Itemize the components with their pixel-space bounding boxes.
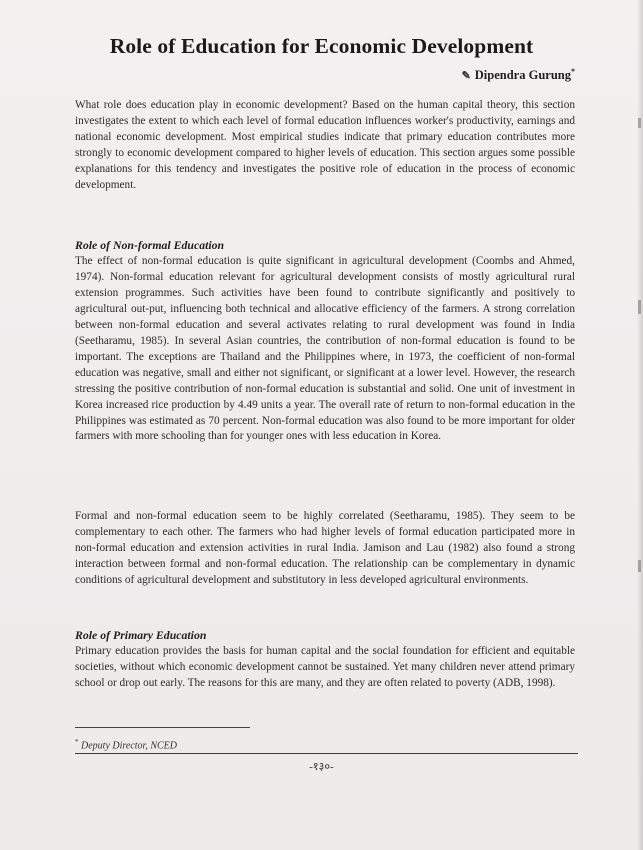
paragraph-non-formal-2: Formal and non-formal education seem to be highly correlated (Seetharamu, 1985). They seem to be complementary to each other. The farmers who had higher levels of formal education participated more in non-formal education and extension activities in rural India. Jamison and Lau (1982) also found a strong interaction between formal and non-formal education. The relationship can be complementary in dynamic conditions of agricultural development and substitutory in less developed agricultural environments. bbox=[75, 510, 575, 586]
footnote-separator bbox=[75, 727, 250, 728]
footnote-marker: * bbox=[75, 738, 79, 746]
paragraph-non-formal-1: The effect of non-formal education is quite significant in agricultural development (Coombs and Ahmed, 1974). Non-formal education relevant for agricultural development consists of mostly agricultural rural extension programmes. Such activities have been found to contribute significantly and positively to agricultural out-put, influencing both technical and allocative efficiency of the farmers. A strong correlation between non-formal education and several activates relating to rural development was found in India (Seetharamu, 1985). In several Asian countries, the contribution of non-formal education is found to be important. The exceptions are Thailand and the Philippines where, in 1973, the coefficient of non-formal education was negative, small and either not significant, or significant at a lower level. However, the research stressing the positive contribution of non-formal education is substantial and solid. One unit of investment in Korea increased rice production by 4.49 units a year. The overall rate of return to non-formal education in the Philippines was estimated as 70 percent. Non-formal education was also found to be more important for older farmers with more schooling than for younger ones with less education in Korea. bbox=[75, 255, 575, 443]
author-line bbox=[462, 67, 575, 83]
scan-mark bbox=[638, 560, 641, 572]
section-heading-primary: Role of Primary Education bbox=[75, 628, 207, 642]
page-number: -१३०- bbox=[309, 761, 334, 773]
document-title: Role of Education for Economic Development bbox=[109, 34, 534, 58]
paragraph-primary-1: Primary education provides the basis for human capital and the social foundation for efficient and equitable societies, without which economic development cannot be sustained. Yet many children never attend primary school or drop out early. The reasons for this are many, and they are often related to poverty (ADB, 1998). bbox=[75, 645, 575, 689]
author-footnote-marker: * bbox=[571, 67, 575, 76]
scan-mark bbox=[638, 118, 641, 128]
pen-icon: ✎ bbox=[461, 70, 471, 83]
footnote bbox=[75, 738, 177, 751]
intro-paragraph: What role does education play in economic development? Based on the human capital theory, this section investigates the extent to which each level of formal education influences worker's productivity, earnings and national economic development. Most empirical studies indicate that primary education contributes more strongly to economic development compared to higher levels of education. This section argues some possible explanations for this tendency and investigates the positive role of education in the process of economic development. bbox=[75, 99, 575, 191]
footnote-text: Deputy Director, NCED bbox=[81, 740, 178, 752]
scan-mark bbox=[638, 300, 641, 314]
section-heading-non-formal: Role of Non-formal Education bbox=[75, 238, 225, 252]
footer-rule bbox=[75, 753, 578, 754]
author-name: Dipendra Gurung bbox=[474, 68, 571, 83]
